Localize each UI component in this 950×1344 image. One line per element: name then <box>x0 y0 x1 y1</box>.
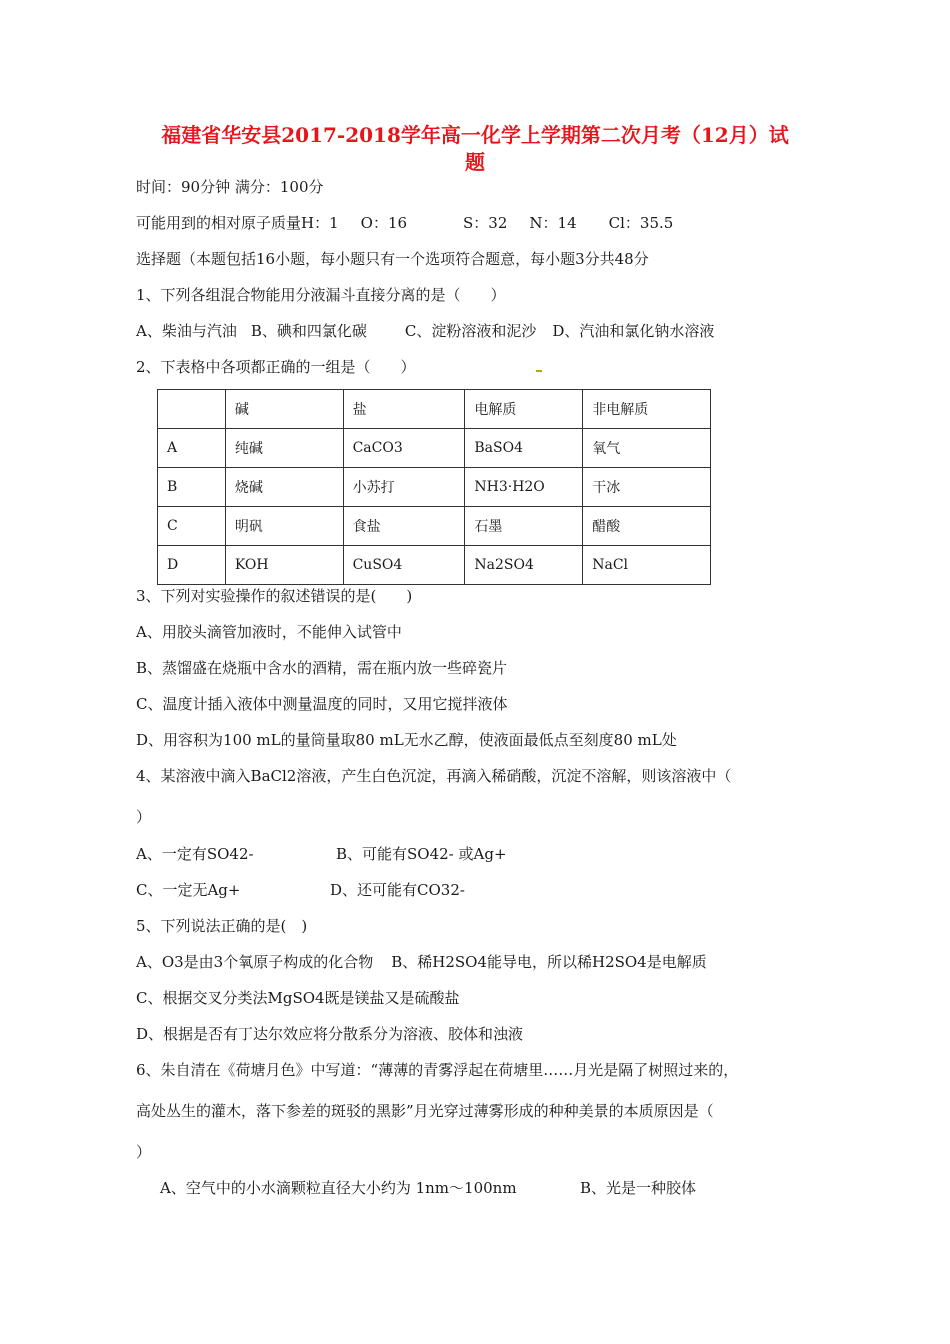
q1-option-a: A、柴油与汽油 <box>136 322 237 340</box>
table-cell: 小苏打 <box>343 468 465 507</box>
title-line-1: 福建省华安县2017-2018学年高一化学上学期第二次月考（12月）试 <box>161 123 789 147</box>
table-row <box>158 546 711 585</box>
table-cell: 明矾 <box>225 507 343 546</box>
q5-option-d: D、根据是否有丁达尔效应将分散系分为溶液、胶体和浊液 <box>136 1025 524 1043</box>
table-header-cell: 非电解质 <box>583 390 711 429</box>
atomic-mass-o: O：16 <box>360 214 408 232</box>
atomic-mass-info <box>136 212 673 233</box>
q3-option-c: C、温度计插入液体中测量温度的同时，又用它搅拌液体 <box>136 695 508 713</box>
q4-options-ab <box>136 843 507 864</box>
time-info: 时间：90分钟 满分：100分 <box>136 178 324 196</box>
table-cell: B <box>158 468 226 507</box>
table-header-cell: 碱 <box>225 390 343 429</box>
q5-stem: 5、下列说法正确的是( ) <box>136 917 308 935</box>
q2-table <box>157 389 711 585</box>
table-cell: A <box>158 429 226 468</box>
atomic-mass-h: 可能用到的相对原子质量H：1 <box>136 214 339 232</box>
q4-option-d: D、还可能有CO32- <box>330 881 465 899</box>
q1-option-d: D、汽油和氯化钠水溶液 <box>552 322 715 340</box>
table-cell: NaCl <box>583 546 711 585</box>
q4-option-b: B、可能有SO42- 或Ag+ <box>336 845 507 863</box>
exam-title <box>120 122 830 176</box>
table-cell: 醋酸 <box>583 507 711 546</box>
highlight-mark <box>536 370 542 372</box>
table-header-row <box>158 390 711 429</box>
section-heading: 选择题（本题包括16小题，每小题只有一个选项符合题意，每小题3分共48分 <box>136 250 649 268</box>
table-cell: 纯碱 <box>225 429 343 468</box>
table-cell: 石墨 <box>465 507 583 546</box>
table-header-cell: 电解质 <box>465 390 583 429</box>
table-cell: 氧气 <box>583 429 711 468</box>
q6-stem-end: ） <box>136 1143 152 1161</box>
q3-option-a: A、用胶头滴管加液时，不能伸入试管中 <box>136 623 402 641</box>
table-cell: CuSO4 <box>343 546 465 585</box>
table-cell: BaSO4 <box>465 429 583 468</box>
atomic-mass-cl: Cl：35.5 <box>608 214 674 232</box>
q5-option-c: C、根据交叉分类法MgSO4既是镁盐又是硫酸盐 <box>136 989 460 1007</box>
q5-options-ab <box>136 951 707 972</box>
table-row <box>158 507 711 546</box>
table-cell: C <box>158 507 226 546</box>
table-cell: Na2SO4 <box>465 546 583 585</box>
table-header-cell: 盐 <box>343 390 465 429</box>
table-header-cell <box>158 390 226 429</box>
q6-options <box>160 1177 696 1198</box>
table-cell: 食盐 <box>343 507 465 546</box>
table-row <box>158 429 711 468</box>
q4-stem: 4、某溶液中滴入BaCl2溶液，产生白色沉淀，再滴入稀硝酸，沉淀不溶解，则该溶液中（ <box>136 767 732 785</box>
table-cell: 干冰 <box>583 468 711 507</box>
q6-stem-line-2: 高处丛生的灌木，落下参差的斑驳的黑影”月光穿过薄雾形成的种种美景的本质原因是（ <box>136 1102 714 1120</box>
q4-options-cd <box>136 879 465 900</box>
q1-stem: 1、下列各组混合物能用分液漏斗直接分离的是（ ） <box>136 286 506 304</box>
q4-option-a: A、一定有SO42- <box>136 845 254 863</box>
q4-option-c: C、一定无Ag+ <box>136 881 241 899</box>
table-row <box>158 468 711 507</box>
table-cell: NH3·H2O <box>465 468 583 507</box>
table-cell: D <box>158 546 226 585</box>
title-line-2: 题 <box>465 150 485 174</box>
table-cell: CaCO3 <box>343 429 465 468</box>
q1-option-c: C、淀粉溶液和泥沙 <box>404 322 537 340</box>
q6-option-b: B、光是一种胶体 <box>580 1179 697 1197</box>
q6-option-a: A、空气中的小水滴颗粒直径大小约为 1nm～100nm <box>160 1179 517 1197</box>
q4-stem-end: ） <box>136 808 152 826</box>
q3-option-b: B、蒸馏盛在烧瓶中含水的酒精，需在瓶内放一些碎瓷片 <box>136 659 508 677</box>
table-cell: 烧碱 <box>225 468 343 507</box>
q3-stem: 3、下列对实验操作的叙述错误的是( ) <box>136 587 413 605</box>
atomic-mass-n: N：14 <box>529 214 577 232</box>
atomic-mass-s: S：32 <box>463 214 508 232</box>
q5-option-b: B、稀H2SO4能导电，所以稀H2SO4是电解质 <box>391 953 707 971</box>
q1-option-b: B、碘和四氯化碳 <box>250 322 367 340</box>
q2-stem: 2、下表格中各项都正确的一组是（ ） <box>136 358 416 376</box>
q5-option-a: A、O3是由3个氧原子构成的化合物 <box>136 953 374 971</box>
q3-option-d: D、用容积为100 mL的量筒量取80 mL无水乙醇，使液面最低点至刻度80 mL处 <box>136 731 677 749</box>
table-cell: KOH <box>225 546 343 585</box>
q6-stem-line-1: 6、朱自清在《荷塘月色》中写道：“薄薄的青雾浮起在荷塘里……月光是隔了树照过来的， <box>136 1061 739 1079</box>
q1-options <box>136 320 714 341</box>
